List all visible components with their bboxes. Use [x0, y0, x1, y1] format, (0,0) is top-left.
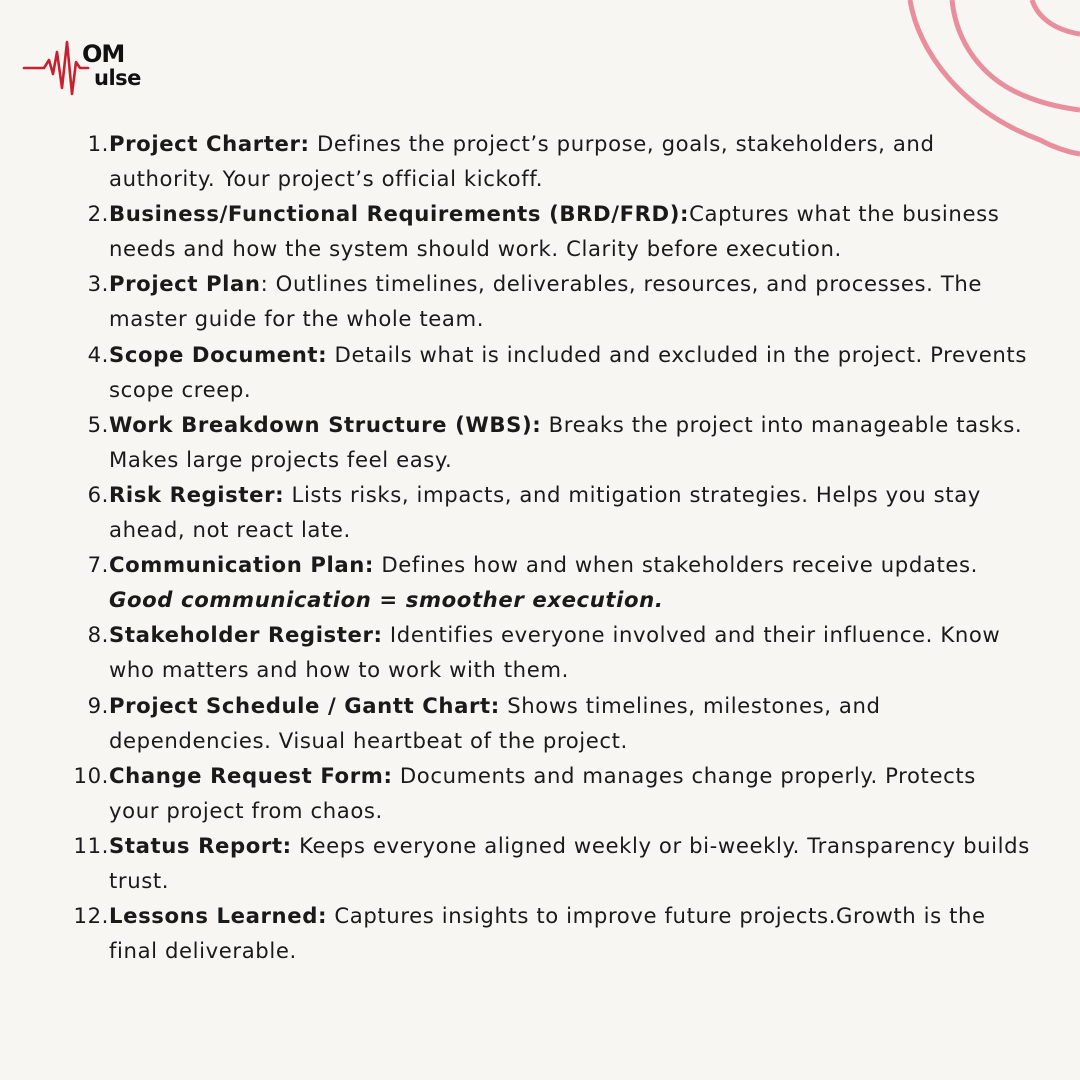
- item-emphasis: Good communication = smoother execution.: [109, 587, 664, 613]
- item-body: [109, 196, 1032, 266]
- list-item: [72, 617, 1032, 687]
- item-label: Work Breakdown Structure (WBS):: [109, 411, 542, 437]
- item-body: [109, 407, 1032, 477]
- list-item: [72, 477, 1032, 547]
- item-label: Communication Plan:: [109, 552, 374, 578]
- item-number: 2.: [87, 201, 109, 227]
- list-item: [72, 126, 1032, 196]
- item-body: [109, 547, 1032, 617]
- item-label: Change Request Form:: [109, 762, 393, 788]
- logo-om-text: OM: [82, 40, 125, 68]
- item-text: : Outlines timelines, deliverables, resources, and processes. The master guide for the whole team.: [109, 271, 983, 332]
- item-text: Shows timelines, milestones, and dependencies. Visual heartbeat of the project.: [109, 692, 881, 753]
- item-label: Lessons Learned:: [109, 903, 328, 929]
- item-text: Keeps everyone aligned weekly or bi-weekly. Transparency builds trust.: [109, 832, 1030, 893]
- item-body: [109, 828, 1032, 898]
- list-item: [72, 898, 1032, 968]
- item-label: Project Plan: [109, 271, 261, 297]
- item-label: Project Charter:: [109, 131, 310, 156]
- item-number: 9.: [87, 692, 109, 718]
- list-item: [72, 758, 1032, 828]
- item-body: [109, 477, 1032, 547]
- item-body: [109, 758, 1032, 828]
- brand-logo: [22, 36, 152, 100]
- item-body: [109, 688, 1032, 758]
- item-text: Captures what the business needs and how the system should work. Clarity before execution.: [109, 201, 1000, 262]
- item-text: Captures insights to improve future projects.Growth is the final deliverable.: [109, 903, 986, 964]
- item-body: [109, 617, 1032, 687]
- list-item: [72, 196, 1032, 266]
- item-number: 4.: [87, 341, 109, 367]
- item-label: Status Report:: [109, 832, 292, 858]
- list-item: [72, 688, 1032, 758]
- item-body: [109, 266, 1032, 336]
- item-number: 6.: [87, 481, 109, 507]
- item-number: 12.: [73, 903, 109, 929]
- item-label: Scope Document:: [109, 341, 328, 367]
- list-item: [72, 407, 1032, 477]
- logo-pulse-text: ulse: [94, 66, 141, 90]
- item-label: Risk Register:: [109, 481, 285, 507]
- item-number: 7.: [87, 552, 109, 578]
- item-label: Business/Functional Requirements (BRD/FRD):: [109, 201, 690, 227]
- item-text: Details what is included and excluded in the project. Prevents scope creep.: [109, 341, 1027, 402]
- item-text: Breaks the project into manageable tasks. Makes large projects feel easy.: [109, 411, 1023, 472]
- item-number: 8.: [87, 622, 109, 648]
- item-number: 10.: [73, 762, 109, 788]
- item-number: 1.: [87, 131, 109, 156]
- item-text: Defines how and when stakeholders receive updates.: [374, 552, 978, 578]
- item-number: 5.: [87, 411, 109, 437]
- item-number: 3.: [87, 271, 109, 297]
- document-list: [72, 126, 1032, 968]
- item-text: Lists risks, impacts, and mitigation strategies. Helps you stay ahead, not react late.: [109, 481, 981, 543]
- item-text: Documents and manages change properly. Protects your project from chaos.: [109, 762, 976, 823]
- item-body: [109, 337, 1032, 407]
- item-label: Stakeholder Register:: [109, 622, 383, 648]
- list-item: [72, 547, 1032, 617]
- item-body: [109, 898, 1032, 968]
- list-item: [72, 266, 1032, 336]
- list-item: [72, 828, 1032, 898]
- item-text: Identifies everyone involved and their influence. Know who matters and how to work with them.: [109, 622, 1001, 683]
- item-number: 11.: [73, 832, 109, 858]
- item-text: Defines the project’s purpose, goals, stakeholders, and authority. Your project’s official kickoff.: [109, 131, 935, 192]
- item-label: Project Schedule / Gantt Chart:: [109, 692, 500, 718]
- list-item: [72, 337, 1032, 407]
- item-body: [109, 126, 1032, 196]
